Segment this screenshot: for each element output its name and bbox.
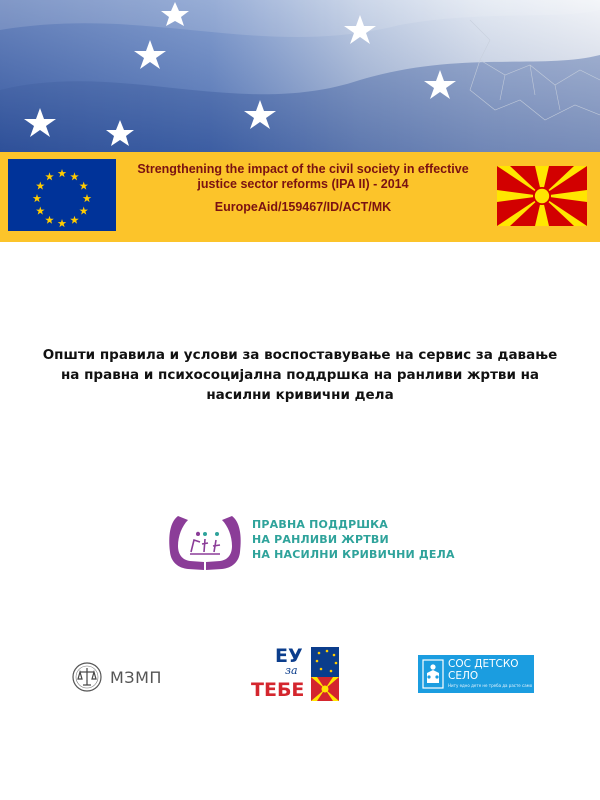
logo-line1: ПРАВНА ПОДДРШКА: [252, 518, 389, 531]
sos-house-icon: [422, 659, 444, 689]
eu-flag-icon: [8, 159, 116, 231]
sos-name: [448, 658, 519, 682]
mzmp-label: МЗМП: [110, 668, 162, 687]
document-title-line3: насилни кривични дела: [206, 387, 394, 403]
macedonia-flag-icon: [497, 166, 587, 226]
document-title: [40, 345, 560, 405]
legal-support-logo-icon: [164, 512, 246, 572]
legal-support-logo-text: [252, 517, 455, 562]
eu-flag-banner-image: [0, 0, 600, 152]
project-header-line2: justice sector reforms (IPA II) - 2014: [197, 177, 409, 191]
document-title-line1: Општи правила и услови за воспоставување на сервис за давање: [42, 347, 558, 363]
europeaid-reference: EuropeAid/159467/ID/ACT/MK: [214, 200, 392, 214]
document-title-line2: на правна и психосоцијална поддршка на ранливи жртви на: [60, 367, 540, 383]
sos-tagline: Ниту едно дете не треба да расте само: [448, 683, 533, 688]
project-header: [118, 162, 488, 215]
logo-line2: НА РАНЛИВИ ЖРТВИ: [252, 533, 389, 546]
logo-line3: НА НАСИЛНИ КРИВИЧНИ ДЕЛА: [252, 548, 455, 561]
sos-line1: СОС ДЕТСКО: [448, 658, 519, 670]
sos-line2: СЕЛО: [448, 670, 479, 682]
project-header-line1: Strengthening the impact of the civil society in effective: [137, 162, 469, 176]
eu-for-you-bottom: ТЕБЕ: [251, 679, 305, 701]
eu-for-you-top: ЕУ: [275, 645, 303, 667]
sos-childrens-village-logo: [418, 655, 534, 693]
eu-for-you-mid: за: [285, 664, 298, 677]
